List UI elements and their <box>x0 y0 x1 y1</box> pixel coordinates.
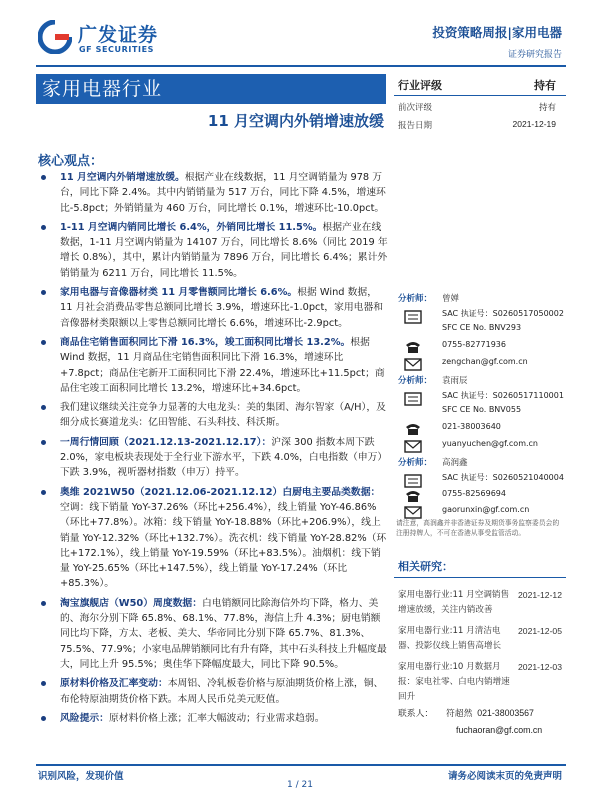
analyst-label: 分析师： <box>398 294 433 304</box>
bullet-heading: 1-11 月空调内销同比增长 6.4%，外销同比增长 11.5%。 <box>60 221 323 233</box>
analyst-email[interactable]: gaorunxin@gf.com.cn <box>442 505 530 514</box>
rating-header <box>394 74 566 96</box>
core-view-list <box>38 170 388 726</box>
analyst-label: 分析师： <box>398 376 433 386</box>
related-report-link[interactable] <box>394 624 562 654</box>
id-card-icon <box>404 474 422 488</box>
bullet-heading: 淘宝旗舰店（W50）周度数据： <box>60 597 203 609</box>
contact-email[interactable]: fuchaoran@gf.com.cn <box>456 725 543 735</box>
analyst-phone: 0755-82771936 <box>442 340 506 349</box>
bullet-heading: 商品住宅销售面积同比下滑 16.3%，竣工面积同比增长 13.2%。 <box>60 336 351 348</box>
bullet-heading: 11 月空调内外销增速放缓。 <box>60 172 185 183</box>
bullet-item <box>38 435 388 481</box>
analyst-name: 袁雨辰 <box>442 376 468 386</box>
bullet-item <box>38 485 388 592</box>
analyst-card <box>394 374 566 456</box>
related-report-date: 2021-12-03 <box>518 662 562 672</box>
id-card-icon <box>404 392 422 406</box>
analyst-sfc-number: SFC CE No. BNV055 <box>442 405 522 414</box>
bullet-text: 白电销额同比除海信外均下降，格力、美的、海尔分别下降 65.8%、68.1%、77.8%，海信上升 4.3%；厨电销额同比均下降，方太、老板、美大、华帝同比分别下降 65.7%、81.3%、75.5%、77.9%；小家电品牌销额同比有升有降，其中石头科技上升幅度最大，同比上升 95.5%；奥佳华下降幅度最大，同比下降 90.5%。 <box>60 597 387 670</box>
related-report-title[interactable]: 家用电器行业:11 月清洁电器、投影仪线上销售高增长 <box>398 626 502 651</box>
bullet-item <box>38 676 388 707</box>
previous-rating-value: 持有 <box>538 103 556 113</box>
bullet-heading: 奥维 2021W50（2021.12.06-2021.12.12）白厨电主要品类数据： <box>60 486 381 498</box>
bullet-heading: 家用电器与音像器材类 11 月零售额同比增长 6.6%。 <box>60 287 298 299</box>
contact-phone: 021-38003567 <box>477 708 534 718</box>
email-icon <box>404 439 422 453</box>
bullet-text: 根据产业在线数据，1-11 月空调内销量为 14107 万台，同比增长 8.6%（同比 2019 年增长 0.8%），其中，累计内销销量为 7896 万台，同比增长 6.4%；累计外销销量为 6211 万台，同比增长 11.5%。 <box>60 221 388 279</box>
analyst-sfc-number: SFC CE No. BNV293 <box>442 323 522 332</box>
page-number: 1 / 21 <box>287 780 313 790</box>
report-category: 证券研究报告 <box>507 50 562 60</box>
bullet-dot-icon <box>41 490 46 495</box>
analyst-sac-number: SAC 执证号：S0260517050002 <box>442 309 564 318</box>
bullet-text: 空调：线下销量 YoY-37.26%（环比+256.4%），线上销量 YoY-46.86%（环比+77.8%）。冰箱：线下销量 YoY-18.88%（环比+206.9%），线上销量 YoY-12.32%（环比+132.7%）。洗衣机：线下销量 YoY-28.82%（环比+172.1%），线上销量 YoY-19.59%（环比+83.5%）。油烟机：线下销量 YoY-25.65%（环比+147.5%），线上销量 YoY-17.24%（环比+85.3%）。 <box>60 501 387 590</box>
related-report-date: 2021-12-12 <box>518 590 562 600</box>
core-view-title: 核心观点： <box>38 154 104 169</box>
contact-name: 符超然 <box>446 709 473 719</box>
industry-title: 家用电器行业 <box>36 74 386 104</box>
analyst-phone: 0755-82569694 <box>442 489 506 498</box>
footer-disclaimer-note: 请务必阅读末页的免责声明 <box>447 771 562 782</box>
bullet-text: 根据 Wind 数据，11 月商品住宅销售面积同比下滑 16.3%，增速环比+7.8pct；商品住宅新开工面积同比下滑 22.4%，增速环比+11.5pct；商品住宅竣工面积同比增长 13.2%，增速环比+34.6pct。 <box>60 336 385 394</box>
related-report-link[interactable] <box>394 588 562 618</box>
report-date-row <box>394 114 566 132</box>
related-report-date: 2021-12-05 <box>518 626 562 636</box>
analyst-card <box>394 456 566 518</box>
related-report-title[interactable]: 家用电器行业:11 月空调销售增速放缓，关注内销改善 <box>398 590 510 615</box>
related-research <box>394 558 566 705</box>
previous-rating-label: 前次评级 <box>398 103 433 113</box>
analyst-sac-number: SAC 执证号：S0260517110001 <box>442 391 564 400</box>
contact-person <box>398 706 542 735</box>
report-date-value: 2021-12-19 <box>512 119 556 129</box>
analyst-card <box>394 292 566 374</box>
bullet-text: 沪深 300 指数本周下跌 2.0%，家电板块表现处于全行业下游水平，下跌 4.0%，白电指数（申万）下跌 3.9%，视听器材指数（申万）持平。 <box>60 436 388 479</box>
logo-chinese-name: 广发证券 <box>78 24 159 46</box>
report-type: 投资策略周报|家用电器 <box>432 25 562 40</box>
rating-label: 行业评级 <box>398 79 442 92</box>
bullet-item <box>38 596 388 672</box>
bullet-item <box>38 220 388 281</box>
report-date-label: 报告日期 <box>398 121 433 131</box>
phone-icon <box>404 422 422 436</box>
bullet-item <box>38 170 388 216</box>
bullet-dot-icon <box>41 175 46 180</box>
bullet-text: 原材料价格上涨；汇率大幅波动；行业需求趋弱。 <box>108 712 325 724</box>
bullet-item <box>38 335 388 396</box>
analyst-name: 曾婵 <box>442 294 460 304</box>
rating-value: 持有 <box>534 79 556 92</box>
analyst-phone: 021-38003640 <box>442 422 501 431</box>
footer-rule <box>36 764 566 766</box>
analyst-name: 高润鑫 <box>442 458 468 468</box>
bullet-dot-icon <box>41 716 46 721</box>
logo-english-name: GF SECURITIES <box>79 45 155 54</box>
analyst-email[interactable]: yuanyuchen@gf.com.cn <box>442 439 538 448</box>
phone-icon <box>404 340 422 354</box>
related-research-title: 相关研究： <box>394 558 566 578</box>
bullet-dot-icon <box>41 290 46 295</box>
bullet-dot-icon <box>41 405 46 410</box>
bullet-text: 根据产业在线数据，11 月空调销量为 978 万台，同比下降 2.4%。其中内销销量为 517 万台，同比下降 4.5%，增速环比-5.8pct；外销销量为 460 万台，同比增长 0.1%，增速环比-10.0pct。 <box>60 172 386 214</box>
bullet-dot-icon <box>41 681 46 686</box>
report-headline: 11 月空调内外销增速放缓 <box>207 112 384 130</box>
bullet-item <box>38 285 388 331</box>
bullet-heading: 一周行情回顾（2021.12.13-2021.12.17）： <box>60 436 272 448</box>
id-card-icon <box>404 310 422 324</box>
contact-label: 联系人： <box>398 709 434 719</box>
bullet-item <box>38 711 388 726</box>
related-report-link[interactable] <box>394 660 562 705</box>
phone-icon <box>404 489 422 503</box>
bullet-heading: 原材料价格及汇率变动： <box>60 678 168 690</box>
bullet-heading: 风险提示： <box>60 712 109 724</box>
bullet-dot-icon <box>41 340 46 345</box>
bullet-text: 我们建议继续关注竞争力显著的大电龙头：美的集团、海尔智家（A/H），及细分成长赛道龙头：亿田智能、石头科技、科沃斯。 <box>60 402 386 429</box>
bullet-text: 本周铝、冷轧板卷价格与原油期货价格上涨，铜、布伦特原油期货价格下跌。本周人民币兑美元贬值。 <box>60 678 384 705</box>
analyst-email[interactable]: zengchan@gf.com.cn <box>442 357 528 366</box>
related-report-title[interactable]: 家用电器行业:10 月数据月报：家电社零、白电内销增速回升 <box>398 662 510 702</box>
email-icon <box>404 505 422 519</box>
previous-rating-row <box>394 96 566 114</box>
footer-slogan: 识别风险，发现价值 <box>38 771 124 782</box>
analyst-disclaimer: 请注意，高润鑫并非香港证券及期货事务监察委员会的注册持牌人，不可在香港从事受监管活动。 <box>396 519 560 537</box>
header-rule <box>36 65 566 67</box>
gf-logo-icon <box>38 20 72 54</box>
bullet-dot-icon <box>41 440 46 445</box>
bullet-dot-icon <box>41 601 46 606</box>
analyst-sac-number: SAC 执证号：S0260521040004 <box>442 473 564 482</box>
analyst-label: 分析师： <box>398 458 433 468</box>
email-icon <box>404 357 422 371</box>
company-logo <box>38 18 173 58</box>
bullet-item <box>38 400 388 431</box>
bullet-text: 根据 Wind 数据，11 月社会消费品零售总额同比增长 3.9%，增速环比-1.0pct，家用电器和音像器材类限额以上零售总额同比增长 6.6%，增速环比-2.9pct。 <box>60 287 384 329</box>
bullet-dot-icon <box>41 225 46 230</box>
rating-box <box>394 74 566 132</box>
